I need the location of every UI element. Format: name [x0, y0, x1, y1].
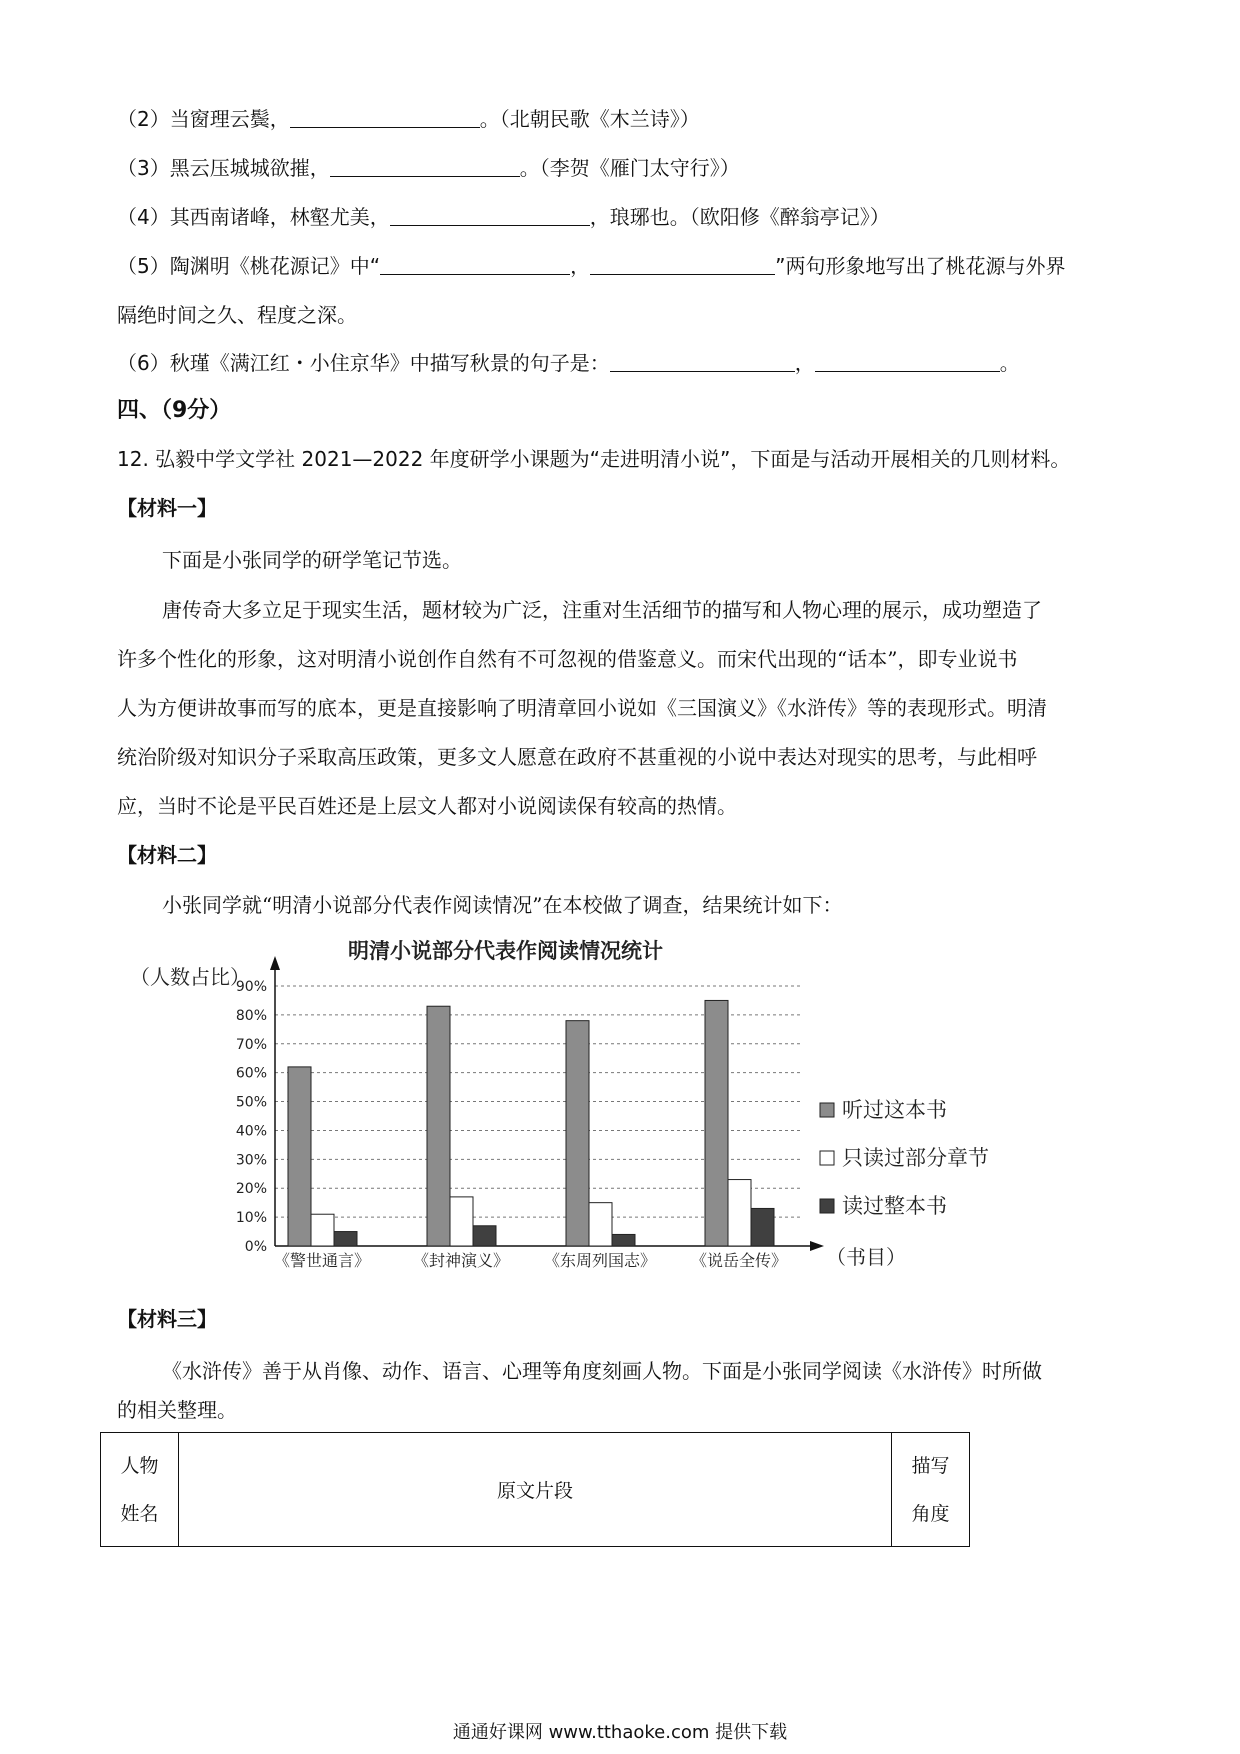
y-tick-label: 10%	[235, 1210, 267, 1227]
y-tick-label: 90%	[235, 979, 267, 995]
answer-blank[interactable]	[330, 156, 520, 177]
bar	[450, 1197, 473, 1246]
y-tick-label: 0%	[244, 1239, 267, 1255]
bar	[751, 1208, 774, 1246]
material-1-paragraph: 统治阶级对知识分子采取高压政策，更多文人愿意在政府不甚重视的小说中表达对现实的思考，与此相呼	[117, 745, 1037, 769]
material-2-title: 【材料二】	[117, 843, 217, 867]
material-1-title: 【材料一】	[117, 496, 217, 520]
material-1-paragraph: 唐传奇大多立足于现实生活，题材较为广泛，注重对生活细节的描写和人物心理的展示，成功塑造了	[162, 598, 1042, 622]
table-header-excerpt: 原文片段	[179, 1433, 892, 1547]
question-source: 。（李贺《雁门太守行》）	[519, 156, 740, 180]
material-1-paragraph: 人为方便讲故事而写的底本，更是直接影响了明清章回小说如《三国演义》《水浒传》等的表现形式。明清	[117, 696, 1047, 720]
material-1-paragraph: 许多个性化的形象，这对明清小说创作自然有不可忽视的借鉴意义。而宋代出现的“话本”，即专业说书	[117, 647, 1018, 671]
question-4	[117, 204, 890, 230]
x-axis-arrow	[810, 1241, 824, 1251]
y-tick-label: 20%	[235, 1181, 267, 1198]
question-source: ，琅琊也。（欧阳修《醉翁亭记》）	[589, 205, 890, 229]
header-line: 描写	[911, 1454, 950, 1477]
answer-blank[interactable]	[610, 351, 795, 372]
bar	[288, 1067, 311, 1246]
question-source: 。（北朝民歌《木兰诗》）	[479, 107, 700, 131]
question-text: （5）陶渊明《桃花源记》中“	[117, 254, 381, 278]
character-table	[100, 1432, 970, 1547]
bar	[728, 1180, 751, 1246]
y-axis-arrow	[270, 956, 280, 970]
material-3-paragraph-2: 的相关整理。	[117, 1398, 237, 1422]
question-text-tail: ”两句形象地写出了桃花源与外界	[775, 254, 1066, 278]
x-axis-label: （书目）	[826, 1245, 906, 1269]
material-3-title: 【材料三】	[117, 1307, 217, 1331]
question-text: （4）其西南诸峰，林壑尤美，	[117, 205, 390, 229]
bar	[427, 1006, 450, 1246]
header-line: 姓名	[120, 1502, 159, 1525]
legend-label: 读过整本书	[842, 1194, 947, 1218]
bar	[566, 1021, 589, 1246]
question-5	[117, 253, 1065, 279]
table-header-name	[101, 1433, 179, 1547]
comma: ，	[794, 351, 815, 375]
section-heading: 四、（9分）	[117, 398, 232, 423]
header-line: 角度	[911, 1502, 950, 1525]
question-3	[117, 155, 740, 181]
table-header-angle	[892, 1433, 970, 1547]
chart-title: 明清小说部分代表作阅读情况统计	[348, 939, 663, 963]
y-tick-label: 70%	[235, 1036, 267, 1053]
y-tick-label: 80%	[235, 1007, 267, 1024]
legend-swatch	[820, 1151, 834, 1165]
y-axis-label: （人数占比）	[130, 965, 250, 989]
material-1-paragraph: 应，当时不论是平民百姓还是上层文人都对小说阅读保有较高的热情。	[117, 794, 737, 818]
question-5-line2: 隔绝时间之久、程度之深。	[117, 303, 357, 327]
y-tick-label: 40%	[235, 1123, 267, 1140]
x-tick-label: 《封神演义》	[412, 1251, 510, 1270]
legend-label: 只读过部分章节	[842, 1146, 989, 1170]
legend-swatch	[820, 1103, 834, 1117]
legend-swatch	[820, 1199, 834, 1213]
bar	[311, 1214, 334, 1246]
y-tick-label: 50%	[235, 1094, 267, 1111]
comma: ，	[570, 254, 591, 278]
period: 。	[999, 351, 1020, 375]
bar-chart	[130, 920, 1030, 1280]
footer: 通通好课网 www.tthaoke.com 提供下载	[452, 1722, 788, 1743]
question-12-intro: 12. 弘毅中学文学社 2021—2022 年度研学小课题为“走进明清小说”，下面是与活动开展相关的几则材料。	[117, 447, 1071, 471]
answer-blank[interactable]	[590, 254, 775, 275]
y-tick-label: 60%	[235, 1065, 267, 1082]
bar	[705, 1000, 728, 1246]
bar	[589, 1203, 612, 1246]
y-tick-label: 30%	[235, 1152, 267, 1169]
question-6	[117, 350, 1020, 376]
material-2-lead: 小张同学就“明清小说部分代表作阅读情况”在本校做了调查，结果统计如下：	[162, 893, 843, 917]
x-tick-label: 《东周列国志》	[543, 1251, 657, 1270]
question-text: （6）秋瑾《满江红・小住京华》中描写秋景的句子是：	[117, 351, 610, 375]
question-text: （2）当窗理云鬓，	[117, 107, 290, 131]
question-text: （3）黑云压城城欲摧，	[117, 156, 330, 180]
bar	[612, 1234, 635, 1246]
material-1-lead: 下面是小张同学的研学笔记节选。	[162, 548, 462, 572]
material-3-paragraph: 《水浒传》善于从肖像、动作、语言、心理等角度刻画人物。下面是小张同学阅读《水浒传》时所做	[162, 1359, 1042, 1383]
answer-blank[interactable]	[380, 254, 570, 275]
bar	[334, 1232, 357, 1246]
x-tick-label: 《说岳全传》	[690, 1251, 788, 1270]
legend-label: 听过这本书	[842, 1098, 947, 1122]
header-line: 人物	[120, 1454, 159, 1477]
question-2	[117, 106, 700, 132]
answer-blank[interactable]	[290, 107, 480, 128]
x-tick-label: 《警世通言》	[273, 1251, 371, 1270]
answer-blank[interactable]	[390, 205, 590, 226]
answer-blank[interactable]	[815, 351, 1000, 372]
bar	[473, 1226, 496, 1246]
